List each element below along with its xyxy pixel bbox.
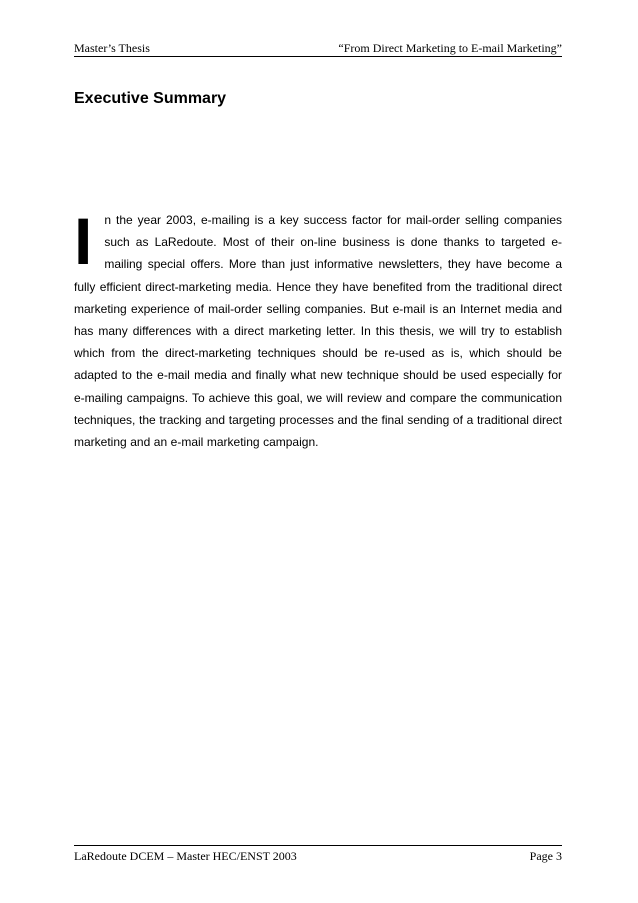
header-divider: [74, 56, 562, 57]
running-header: [74, 40, 562, 56]
summary-text: n the year 2003, e-mailing is a key success factor for mail-order selling companies such as LaRedoute. Most of their on-line business is done thanks to targeted e-mailing special offers. More than just informative newsletters, they have become a fully efficient direct-marketing media. Hence they have benefited from the traditional direct marketing experience of mail-order selling companies. But e-mail is an Internet media and has many differences with a direct marketing letter. In this thesis, we will try to establish which from the direct-marketing techniques should be re-used as is, which should be adapted to the e-mail media and finally what new technique should be used especially for e-mailing campaigns. To achieve this goal, we will review and compare the communication techniques, the tracking and targeting processes and the final sending of a traditional direct marketing and an e-mail marketing campaign.: [74, 213, 562, 450]
drop-cap-letter: I: [74, 204, 93, 278]
header-thesis-label: Master’s Thesis: [74, 41, 150, 55]
page-number: Page 3: [529, 849, 562, 863]
section-title: Executive Summary: [74, 90, 227, 107]
header-thesis-title: “From Direct Marketing to E-mail Marketing”: [338, 41, 562, 55]
summary-paragraph: [74, 204, 562, 453]
footer-divider: [74, 845, 562, 846]
footer-institution: LaRedoute DCEM – Master HEC/ENST 2003: [74, 849, 297, 863]
running-footer: [74, 848, 562, 864]
